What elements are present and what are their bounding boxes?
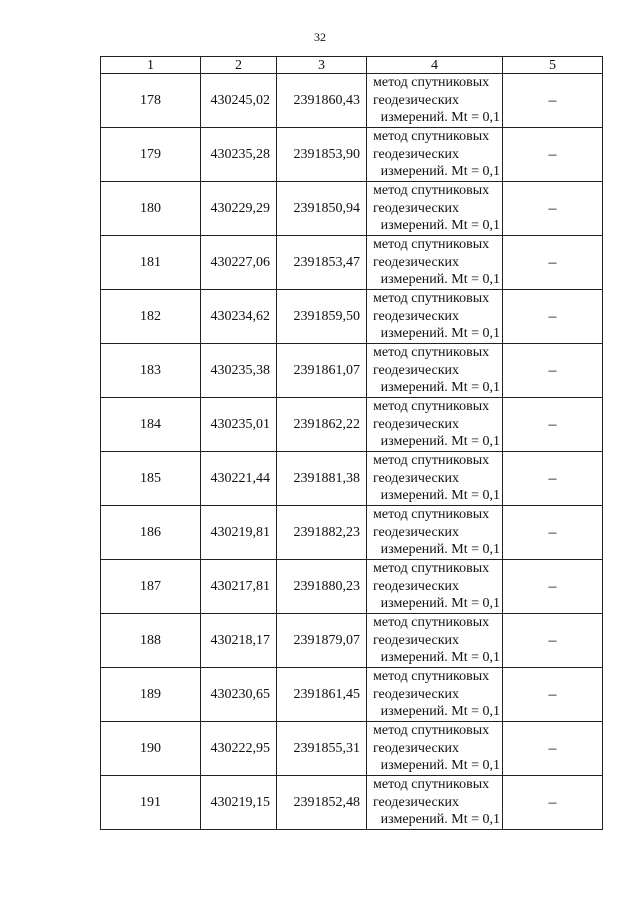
method-line: метод спутниковых [373,615,490,631]
method-line: геодезических [373,362,460,378]
method-line: измерений. Mt = 0,1 [380,218,500,234]
table-row [101,614,603,668]
method-line: измерений. Mt = 0,1 [380,164,500,180]
coordinate-y: 2391861,07 [277,344,367,398]
method-line: измерений. Mt = 0,1 [380,542,500,558]
method-description [367,506,503,560]
table-row [101,722,603,776]
coordinate-x: 430245,02 [201,74,277,128]
method-line: метод спутниковых [373,453,490,469]
method-line: измерений. Mt = 0,1 [380,596,500,612]
table-row [101,290,603,344]
method-line: геодезических [373,200,460,216]
table-row [101,452,603,506]
method-line: измерений. Mt = 0,1 [380,704,500,720]
point-number: 186 [101,506,201,560]
column-header-1: 1 [101,57,201,74]
method-line: геодезических [373,686,460,702]
coordinate-x: 430230,65 [201,668,277,722]
table-row [101,398,603,452]
note-cell: – [503,344,603,398]
table-body [101,74,603,830]
method-description [367,74,503,128]
coordinate-x: 430234,62 [201,290,277,344]
table-row [101,236,603,290]
column-header-2: 2 [201,57,277,74]
coordinate-y: 2391853,47 [277,236,367,290]
coordinate-x: 430218,17 [201,614,277,668]
point-number: 190 [101,722,201,776]
method-line: метод спутниковых [373,399,490,415]
method-line: геодезических [373,470,460,486]
coordinate-y: 2391859,50 [277,290,367,344]
method-line: метод спутниковых [373,129,490,145]
coordinate-y: 2391882,23 [277,506,367,560]
method-description [367,776,503,830]
method-description [367,560,503,614]
point-number: 178 [101,74,201,128]
note-cell: – [503,398,603,452]
method-line: метод спутниковых [373,723,490,739]
point-number: 179 [101,128,201,182]
method-line: метод спутниковых [373,237,490,253]
method-line: геодезических [373,308,460,324]
note-cell: – [503,290,603,344]
method-description [367,128,503,182]
method-line: геодезических [373,794,460,810]
point-number: 188 [101,614,201,668]
point-number: 185 [101,452,201,506]
method-description [367,614,503,668]
column-header-4: 4 [367,57,503,74]
table-row [101,668,603,722]
coordinate-x: 430235,01 [201,398,277,452]
coordinate-y: 2391879,07 [277,614,367,668]
coordinate-y: 2391861,45 [277,668,367,722]
note-cell: – [503,722,603,776]
point-number: 182 [101,290,201,344]
method-line: измерений. Mt = 0,1 [380,380,500,396]
note-cell: – [503,74,603,128]
coordinate-y: 2391860,43 [277,74,367,128]
method-line: измерений. Mt = 0,1 [380,272,500,288]
method-line: геодезических [373,416,460,432]
coordinate-x: 430229,29 [201,182,277,236]
note-cell: – [503,506,603,560]
table-row [101,344,603,398]
method-line: измерений. Mt = 0,1 [380,758,500,774]
coordinate-x: 430221,44 [201,452,277,506]
coordinate-y: 2391880,23 [277,560,367,614]
coordinate-x: 430235,28 [201,128,277,182]
coordinate-y: 2391852,48 [277,776,367,830]
coordinate-y: 2391881,38 [277,452,367,506]
point-number: 187 [101,560,201,614]
method-description [367,722,503,776]
table-header-row [101,57,603,74]
coordinate-y: 2391855,31 [277,722,367,776]
table-row [101,560,603,614]
coordinate-x: 430219,15 [201,776,277,830]
method-line: измерений. Mt = 0,1 [380,110,500,126]
note-cell: – [503,668,603,722]
method-description [367,452,503,506]
note-cell: – [503,452,603,506]
note-cell: – [503,236,603,290]
method-line: метод спутниковых [373,291,490,307]
method-line: измерений. Mt = 0,1 [380,812,500,828]
coordinate-x: 430222,95 [201,722,277,776]
coordinate-y: 2391850,94 [277,182,367,236]
coordinate-x: 430227,06 [201,236,277,290]
point-number: 189 [101,668,201,722]
table-row [101,182,603,236]
page-number: 32 [314,30,326,44]
method-line: измерений. Mt = 0,1 [380,434,500,450]
note-cell: – [503,182,603,236]
table-row [101,776,603,830]
method-description [367,236,503,290]
method-line: геодезических [373,740,460,756]
table-row [101,74,603,128]
point-number: 180 [101,182,201,236]
point-number: 184 [101,398,201,452]
coordinate-y: 2391853,90 [277,128,367,182]
point-number: 181 [101,236,201,290]
method-description [367,668,503,722]
method-line: измерений. Mt = 0,1 [380,488,500,504]
coordinate-x: 430219,81 [201,506,277,560]
note-cell: – [503,560,603,614]
coordinate-x: 430235,38 [201,344,277,398]
note-cell: – [503,776,603,830]
method-description [367,290,503,344]
table-row [101,506,603,560]
method-line: метод спутниковых [373,507,490,523]
method-line: геодезических [373,632,460,648]
method-line: метод спутниковых [373,561,490,577]
method-line: метод спутниковых [373,777,490,793]
point-number: 183 [101,344,201,398]
column-header-5: 5 [503,57,603,74]
method-line: измерений. Mt = 0,1 [380,326,500,342]
method-description [367,182,503,236]
method-line: метод спутниковых [373,669,490,685]
method-line: геодезических [373,578,460,594]
note-cell: – [503,614,603,668]
method-line: геодезических [373,254,460,270]
coordinate-y: 2391862,22 [277,398,367,452]
method-line: метод спутниковых [373,75,490,91]
coordinate-x: 430217,81 [201,560,277,614]
method-line: метод спутниковых [373,345,490,361]
coordinates-table [100,56,603,830]
note-cell: – [503,128,603,182]
method-description [367,344,503,398]
method-description [367,398,503,452]
method-line: измерений. Mt = 0,1 [380,650,500,666]
table-row [101,128,603,182]
method-line: геодезических [373,524,460,540]
method-line: геодезических [373,146,460,162]
method-line: геодезических [373,92,460,108]
column-header-3: 3 [277,57,367,74]
method-line: метод спутниковых [373,183,490,199]
point-number: 191 [101,776,201,830]
